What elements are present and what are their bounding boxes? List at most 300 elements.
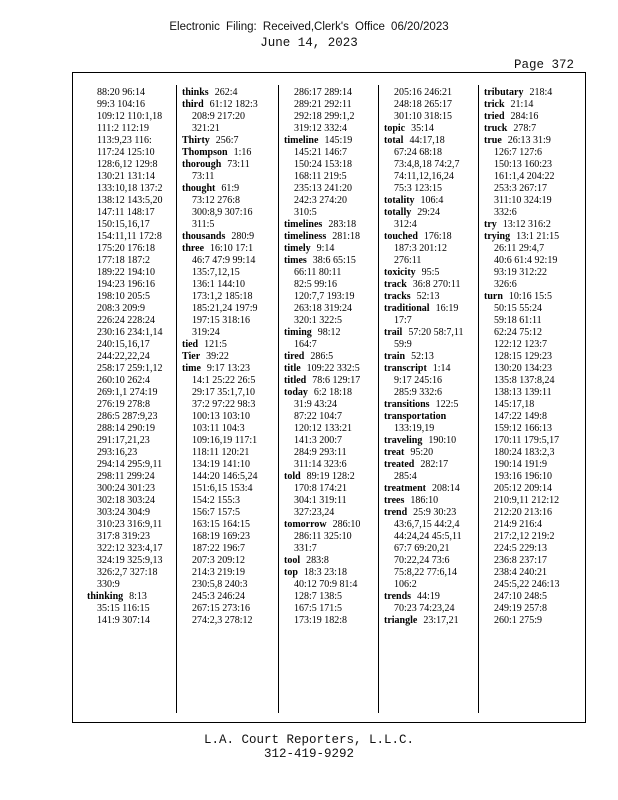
page-line-refs: 74:11,12,16,24	[394, 171, 454, 182]
index-line	[87, 171, 176, 183]
page-line-refs: 161:1,4 204:22	[494, 171, 555, 182]
index-term: thought	[182, 183, 216, 194]
index-term: totality	[384, 195, 415, 206]
page-line-refs: 121:5	[204, 339, 227, 350]
page-line-refs: 293:16,23	[97, 447, 138, 458]
page-line-refs: 208:3 209:9	[97, 303, 146, 314]
index-term: thinking	[87, 591, 124, 602]
page-line-refs: 298:11 299:24	[97, 471, 155, 482]
page-line-refs: 300:8,9 307:16	[192, 207, 253, 218]
page-line-refs: 44:19	[417, 591, 440, 602]
index-term: transitions	[384, 399, 430, 410]
index-line	[384, 543, 473, 555]
index-line	[284, 87, 373, 99]
page-line-refs: 9:17 13:23	[206, 363, 250, 374]
page-line-refs: 134:19 141:10	[192, 459, 251, 470]
index-line	[484, 459, 573, 471]
column-divider	[378, 85, 379, 713]
index-line	[384, 387, 473, 399]
page-line-refs: 253:3 267:17	[494, 183, 548, 194]
index-term: treated	[384, 459, 415, 470]
page-line-refs: 128:6,12 129:8	[97, 159, 158, 170]
page-line-refs: 310:5	[294, 207, 317, 218]
index-term: traditional	[384, 303, 430, 314]
index-line	[87, 147, 176, 159]
index-line	[484, 315, 573, 327]
index-line	[87, 87, 176, 99]
page-line-refs: 109:22 332:5	[306, 363, 360, 374]
transcript-date: June 14, 2023	[260, 36, 358, 50]
page-line-refs: 40:12 70:9 81:4	[294, 579, 358, 590]
page-line-refs: 36:8 270:11	[412, 279, 461, 290]
page-line-refs: 26:11 29:4,7	[494, 243, 545, 254]
page-line-refs: 262:4	[214, 87, 238, 98]
index-term: tracks	[384, 291, 411, 302]
index-line	[284, 567, 373, 579]
index-line	[484, 519, 573, 531]
page-line-refs: 25:9 30:23	[413, 507, 457, 518]
page-line-refs: 326:2,7 327:18	[97, 567, 158, 578]
index-line	[182, 243, 271, 255]
page-line-refs: 128:15 129:23	[494, 351, 553, 362]
index-line	[182, 195, 271, 207]
index-line	[87, 399, 176, 411]
page-line-refs: 310:23 316:9,11	[97, 519, 163, 530]
page-line-refs: 217:2,12 219:2	[494, 531, 555, 542]
index-line	[284, 219, 373, 231]
index-line	[87, 195, 176, 207]
index-line	[384, 111, 473, 123]
index-term: Thompson	[182, 147, 228, 158]
page-line-refs: 130:20 134:23	[494, 363, 553, 374]
index-line	[87, 291, 176, 303]
page-line-refs: 23:17,21	[423, 615, 459, 626]
page-line-refs: 218:4	[529, 87, 553, 98]
page-line-refs: 103:11 104:3	[192, 423, 245, 434]
page-line-refs: 138:13 139:11	[494, 387, 552, 398]
page-line-refs: 205:12 209:14	[494, 483, 553, 494]
index-line	[384, 147, 473, 159]
page-line-refs: 175:20 176:18	[97, 243, 156, 254]
index-line	[87, 579, 176, 591]
index-term: train	[384, 351, 406, 362]
page-line-refs: 147:11 148:17	[97, 207, 155, 218]
page-line-refs: 311:10 324:19	[494, 195, 552, 206]
index-line	[484, 351, 573, 363]
index-line	[384, 435, 473, 447]
index-line	[182, 351, 271, 363]
index-line	[182, 411, 271, 423]
index-term: true	[484, 135, 502, 146]
page-line-refs: 286:17 289:14	[294, 87, 353, 98]
index-line	[182, 315, 271, 327]
index-line	[384, 507, 473, 519]
index-line	[284, 303, 373, 315]
index-term: title	[284, 363, 301, 374]
index-line	[87, 183, 176, 195]
index-line	[484, 279, 573, 291]
index-line	[87, 351, 176, 363]
index-line	[484, 495, 573, 507]
index-line	[87, 279, 176, 291]
page-line-refs: 52:13	[416, 291, 440, 302]
index-term: Tier	[182, 351, 201, 362]
page-line-refs: 260:10 262:4	[97, 375, 151, 386]
page-line-refs: 283:8	[306, 555, 329, 566]
page-number: Page 372	[513, 58, 574, 72]
index-line	[484, 171, 573, 183]
index-line	[384, 495, 473, 507]
index-line	[284, 171, 373, 183]
index-line	[484, 447, 573, 459]
index-line	[182, 435, 271, 447]
page-line-refs: 150:13 160:23	[494, 159, 553, 170]
index-line	[182, 303, 271, 315]
index-line	[384, 375, 473, 387]
index-line	[484, 471, 573, 483]
index-line	[384, 303, 473, 315]
page-line-refs: 267:15 273:16	[192, 603, 251, 614]
column-divider	[176, 85, 177, 713]
page-line-refs: 141:9 307:14	[97, 615, 151, 626]
page-line-refs: 106:4	[420, 195, 444, 206]
page-line-refs: 311:14 323:6	[294, 459, 347, 470]
page-line-refs: 61:12 182:3	[209, 99, 258, 110]
page-line-refs: 133:19,19	[394, 423, 435, 434]
index-line	[87, 423, 176, 435]
page-line-refs: 269:1,1 274:19	[97, 387, 158, 398]
index-line	[182, 219, 271, 231]
index-line	[384, 243, 473, 255]
page-line-refs: 154:2 155:3	[192, 495, 241, 506]
index-line	[182, 387, 271, 399]
index-line	[284, 327, 373, 339]
index-line	[484, 159, 573, 171]
page-line-refs: 138:12 143:5,20	[97, 195, 163, 206]
index-line	[484, 219, 573, 231]
page-line-refs: 283:18	[328, 219, 357, 230]
index-line	[384, 267, 473, 279]
index-line	[284, 543, 373, 555]
page-line-refs: 39:22	[206, 351, 229, 362]
index-line	[87, 243, 176, 255]
page-line-refs: 106:2	[394, 579, 417, 590]
index-line	[87, 303, 176, 315]
index-term: timeline	[284, 135, 319, 146]
index-line	[484, 291, 573, 303]
index-line	[182, 99, 271, 111]
index-line	[87, 135, 176, 147]
index-line	[384, 327, 473, 339]
index-line	[484, 339, 573, 351]
page-line-refs: 245:5,22 246:13	[494, 579, 560, 590]
page-line-refs: 70:22,24 73:6	[394, 555, 450, 566]
index-term: thinks	[182, 87, 209, 98]
page-line-refs: 13:1 21:15	[516, 231, 560, 242]
index-line	[484, 423, 573, 435]
page-line-refs: 170:11 179:5,17	[494, 435, 560, 446]
index-line	[87, 555, 176, 567]
page-line-refs: 294:14 295:9,11	[97, 459, 163, 470]
index-line	[182, 87, 271, 99]
page-line-refs: 326:6	[494, 279, 517, 290]
page-line-refs: 145:21 146:7	[294, 147, 348, 158]
page-line-refs: 312:4	[394, 219, 417, 230]
page-line-refs: 238:4 240:21	[494, 567, 548, 578]
page-line-refs: 75:8,22 77:6,14	[394, 567, 458, 578]
page-line-refs: 62:24 75:12	[494, 327, 543, 338]
index-line	[284, 291, 373, 303]
index-line	[484, 543, 573, 555]
index-column-2	[182, 87, 271, 713]
index-term: toxicity	[384, 267, 416, 278]
index-line	[284, 495, 373, 507]
index-line	[384, 135, 473, 147]
index-line	[87, 411, 176, 423]
index-line	[87, 339, 176, 351]
index-line	[484, 303, 573, 315]
index-line	[384, 483, 473, 495]
index-term: truck	[484, 123, 508, 134]
index-line	[484, 243, 573, 255]
index-line	[484, 111, 573, 123]
index-line	[484, 435, 573, 447]
page-line-refs: 75:3 123:15	[394, 183, 443, 194]
index-line	[384, 339, 473, 351]
page-line-refs: 73:4,8,18 74:2,7	[394, 159, 460, 170]
index-line	[284, 411, 373, 423]
page-line-refs: 43:6,7,15 44:2,4	[394, 519, 460, 530]
index-line	[87, 123, 176, 135]
index-line	[182, 183, 271, 195]
page-line-refs: 285:4	[394, 471, 417, 482]
page-line-refs: 230:5,8 240:3	[192, 579, 248, 590]
page-line-refs: 17:7	[394, 315, 412, 326]
index-line	[384, 399, 473, 411]
page-line-refs: 109:12 110:1,18	[97, 111, 163, 122]
page-line-refs: 177:18 187:2	[97, 255, 151, 266]
page-line-refs: 280:9	[231, 231, 255, 242]
index-line	[182, 459, 271, 471]
index-line	[384, 447, 473, 459]
page-line-refs: 189:22 194:10	[97, 267, 156, 278]
index-line	[87, 543, 176, 555]
page-line-refs: 249:19 257:8	[494, 603, 548, 614]
page-line-refs: 242:3 274:20	[294, 195, 348, 206]
index-line	[284, 183, 373, 195]
page-line-refs: 31:9 43:24	[294, 399, 338, 410]
page-line-refs: 276:11	[394, 255, 422, 266]
index-term: trees	[384, 495, 405, 506]
index-line	[87, 495, 176, 507]
index-line	[384, 603, 473, 615]
page-line-refs: 120:7,7 193:19	[294, 291, 355, 302]
page-line-refs: 205:16 246:21	[394, 87, 453, 98]
page-line-refs: 44:24,24 45:5,11	[394, 531, 462, 542]
page-line-refs: 304:1 319:11	[294, 495, 347, 506]
index-line	[87, 459, 176, 471]
index-line	[182, 483, 271, 495]
page-line-refs: 324:19 325:9,13	[97, 555, 163, 566]
index-line	[384, 123, 473, 135]
index-line	[484, 99, 573, 111]
page-line-refs: 190:10	[428, 435, 457, 446]
page-line-refs: 319:24	[192, 327, 220, 338]
page-line-refs: 276:19 278:8	[97, 399, 151, 410]
index-term: trail	[384, 327, 403, 338]
index-line	[284, 255, 373, 267]
index-term: time	[182, 363, 201, 374]
page-line-refs: 141:3 200:7	[294, 435, 343, 446]
page-line-refs: 78:6 129:17	[312, 375, 361, 386]
index-line	[182, 399, 271, 411]
index-line	[284, 507, 373, 519]
index-line	[87, 231, 176, 243]
index-line	[87, 435, 176, 447]
index-line	[182, 123, 271, 135]
index-line	[284, 483, 373, 495]
page-line-refs: 284:9 293:11	[294, 447, 347, 458]
index-line	[384, 363, 473, 375]
index-line	[182, 531, 271, 543]
index-line	[284, 279, 373, 291]
page-line-refs: 18:3 23:18	[303, 567, 347, 578]
page-line-refs: 73:11	[227, 159, 250, 170]
page-line-refs: 289:21 292:11	[294, 99, 352, 110]
page-line-refs: 190:14 191:9	[494, 459, 548, 470]
index-line	[384, 531, 473, 543]
page-line-refs: 99:3 104:16	[97, 99, 146, 110]
index-line	[484, 327, 573, 339]
page-line-refs: 180:24 183:2,3	[494, 447, 555, 458]
index-line	[284, 99, 373, 111]
page-line-refs: 330:9	[97, 579, 120, 590]
page-line-refs: 150:24 153:18	[294, 159, 353, 170]
page-line-refs: 288:14 290:19	[97, 423, 156, 434]
index-term: thorough	[182, 159, 222, 170]
page-line-refs: 286:11 325:10	[294, 531, 352, 542]
index-line	[87, 207, 176, 219]
page-line-refs: 13:12 316:2	[502, 219, 551, 230]
index-line	[87, 255, 176, 267]
page-line-refs: 59:9	[394, 339, 412, 350]
page-line-refs: 135:7,12,15	[192, 267, 240, 278]
index-line	[384, 579, 473, 591]
page-line-refs: 244:22,22,24	[97, 351, 150, 362]
index-line	[182, 423, 271, 435]
reporter-name: L.A. Court Reporters, L.L.C.	[203, 733, 415, 747]
page-line-refs: 281:18	[332, 231, 360, 242]
index-line	[182, 567, 271, 579]
index-line	[384, 219, 473, 231]
page-line-refs: 14:1 25:22 26:5	[192, 375, 256, 386]
index-line	[384, 195, 473, 207]
page-line-refs: 98:12	[317, 327, 341, 338]
index-term: treat	[384, 447, 405, 458]
page-line-refs: 145:17,18	[494, 399, 535, 410]
index-column-4	[384, 87, 473, 713]
page-line-refs: 286:10	[332, 519, 361, 530]
index-term: timeliness	[284, 231, 327, 242]
index-line	[384, 555, 473, 567]
page-line-refs: 212:20 213:16	[494, 507, 553, 518]
index-line	[284, 231, 373, 243]
index-term: topic	[384, 123, 406, 134]
page-line-refs: 282:17	[420, 459, 449, 470]
page-line-refs: 21:14	[510, 99, 534, 110]
index-line	[87, 567, 176, 579]
index-line	[182, 207, 271, 219]
index-term: tied	[182, 339, 199, 350]
index-line	[284, 351, 373, 363]
index-term: third	[182, 99, 204, 110]
index-line	[484, 507, 573, 519]
page-line-refs: 88:20 96:14	[97, 87, 146, 98]
index-term: treatment	[384, 483, 427, 494]
page-line-refs: 128:7 138:5	[294, 591, 343, 602]
index-term: total	[384, 135, 404, 146]
index-term: trick	[484, 99, 505, 110]
index-line	[182, 507, 271, 519]
page-line-refs: 194:23 196:16	[97, 279, 156, 290]
page-line-refs: 40:6 61:4 92:19	[494, 255, 558, 266]
index-line	[284, 147, 373, 159]
page-line-refs: 210:9,11 212:12	[494, 495, 560, 506]
index-line	[484, 231, 573, 243]
page-line-refs: 197:15 318:16	[192, 315, 251, 326]
index-line	[284, 579, 373, 591]
page-line-refs: 67:7 69:20,21	[394, 543, 450, 554]
index-column-3	[284, 87, 373, 713]
page-line-refs: 278:7	[513, 123, 537, 134]
index-term: times	[284, 255, 307, 266]
index-term: three	[182, 243, 205, 254]
index-term: tributary	[484, 87, 524, 98]
index-line	[484, 363, 573, 375]
page-line-refs: 286:5 287:9,23	[97, 411, 158, 422]
index-line	[284, 315, 373, 327]
page-line-refs: 150:15,16,17	[97, 219, 150, 230]
index-line	[87, 387, 176, 399]
index-line	[384, 159, 473, 171]
page-line-refs: 89:19 128:2	[306, 471, 355, 482]
index-line	[87, 267, 176, 279]
page-line-refs: 159:12 166:13	[494, 423, 553, 434]
page-line-refs: 37:2 97:22 98:3	[192, 399, 256, 410]
index-line	[284, 195, 373, 207]
page-line-refs: 122:12 123:7	[494, 339, 548, 350]
index-line	[284, 123, 373, 135]
index-line	[384, 99, 473, 111]
index-line	[284, 339, 373, 351]
page-line-refs: 100:13 103:10	[192, 411, 251, 422]
page-line-refs: 1:16	[233, 147, 252, 158]
index-line	[182, 543, 271, 555]
index-line	[484, 135, 573, 147]
page-line-refs: 135:8 137:8,24	[494, 375, 555, 386]
page-line-refs: 113:9,23 116:	[97, 135, 152, 146]
index-line	[182, 171, 271, 183]
page-line-refs: 38:6 65:15	[312, 255, 356, 266]
index-line	[484, 603, 573, 615]
page-line-refs: 185:21,24 197:9	[192, 303, 258, 314]
index-line	[484, 147, 573, 159]
index-line	[182, 255, 271, 267]
page-line-refs: 133:10,18 137:2	[97, 183, 163, 194]
index-line	[284, 111, 373, 123]
index-line	[384, 87, 473, 99]
page-line-refs: 230:16 234:1,14	[97, 327, 163, 338]
